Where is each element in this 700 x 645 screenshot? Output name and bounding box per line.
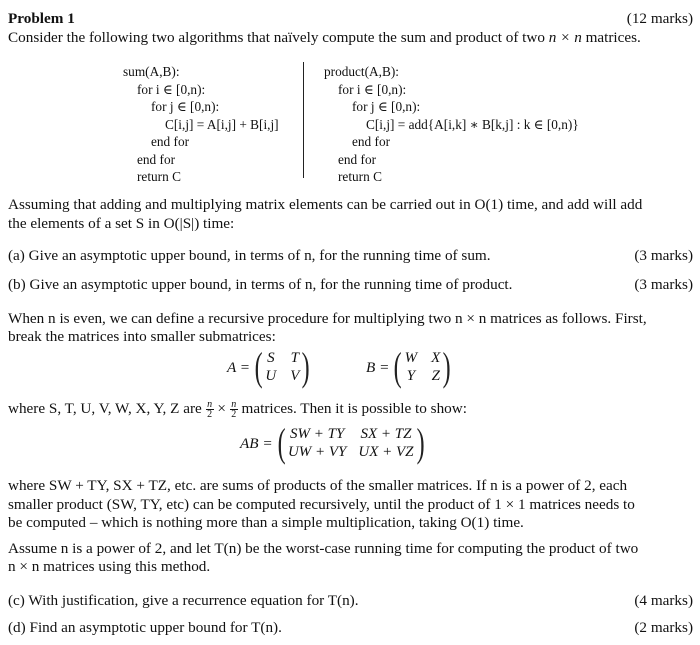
matrix-a-entry-t: T [290, 350, 299, 366]
frac-n-over-2-a [206, 400, 214, 419]
matrix-a-entry-v: V [290, 368, 300, 384]
explanation-line-5: n × n matrices using this method. [8, 558, 211, 575]
product-line-end-inner: end for [352, 134, 391, 149]
frac-b-num: n [231, 399, 237, 411]
product-line-header: product(A,B): [324, 64, 399, 79]
matrix-b-entry-w: W [404, 350, 418, 366]
assumption-line-1: Assuming that adding and multiplying matrix elements can be carried out in O(1) time, and add will add [8, 196, 643, 213]
matrix-ab-label: AB = [240, 434, 273, 452]
matrix-ab-entry-11: SW + TY [290, 426, 345, 442]
sum-line-for-i: for i ∈ [0,n): [137, 81, 206, 97]
matrix-b-entry-z: Z [431, 368, 440, 384]
matrix-ab [240, 420, 427, 465]
matrix-ab-entry-21: UW + VY [287, 444, 347, 460]
times-sign: × [217, 400, 226, 417]
part-a-question: (a) Give an asymptotic upper bound, in terms of n, for the running time of sum. [8, 247, 491, 264]
sum-line-end-inner: end for [151, 134, 190, 149]
explanation-line-3: be computed – which is nothing more than a simple multiplication, taking O(1) time. [8, 514, 524, 531]
matrix-b [366, 344, 454, 389]
product-line-assign: C[i,j] = add{A[i,k] ∗ B[k,j] : k ∈ [0,n)} [366, 116, 579, 132]
matrix-a [227, 344, 313, 389]
sum-algorithm [123, 63, 279, 186]
intro-pre: Consider the following two algorithms that naïvely compute the sum and product of two [8, 29, 549, 46]
frac-a-den: 2 [207, 409, 213, 421]
problem-intro [8, 28, 694, 47]
part-d-question: (d) Find an asymptotic upper bound for T(n). [8, 619, 282, 636]
matrix-ab-left-paren: ( [277, 420, 286, 465]
assumption-line-2: the elements of a set S in O(|S|) time: [8, 215, 235, 232]
matrix-ab-grid [288, 425, 414, 461]
recursive-line-1: When n is even, we can define a recursive procedure for multiplying two n × n matrices as follows. First, [8, 310, 647, 327]
product-algorithm [324, 63, 579, 186]
intro-post: matrices. [581, 29, 641, 46]
explanation-line-2: smaller product (SW, TY, etc) can be computed recursively, until the product of 1 × 1 matrices needs to [8, 496, 635, 513]
matrix-b-label: B = [366, 358, 390, 376]
sum-line-header: sum(A,B): [123, 64, 180, 79]
sum-line-return: return C [137, 169, 181, 184]
frac-b-den: 2 [231, 409, 237, 421]
part-d-marks: (2 marks) [634, 619, 693, 636]
part-c-question: (c) With justification, give a recurrence equation for T(n). [8, 592, 359, 609]
part-b-marks: (3 marks) [634, 276, 693, 293]
product-line-for-j: for j ∈ [0,n): [352, 99, 421, 114]
where-pre: where S, T, U, V, W, X, Y, Z are [8, 400, 202, 417]
matrix-a-entry-s: S [267, 350, 275, 366]
recursive-line-2: break the matrices into smaller submatrices: [8, 328, 276, 345]
part-b-question: (b) Give an asymptotic upper bound, in terms of n, for the running time of product. [8, 276, 513, 293]
product-line-for-i: for i ∈ [0,n): [338, 81, 407, 97]
submatrix-where [8, 399, 694, 419]
explanation-line-4: Assume n is a power of 2, and let T(n) be the worst-case running time for computing the product of two [8, 540, 639, 557]
matrix-b-left-paren: ( [393, 344, 402, 389]
matrix-a-label: A = [227, 358, 251, 376]
matrix-ab-entry-22: UX + VZ [358, 444, 414, 460]
matrix-a-right-paren: ) [302, 344, 311, 389]
matrix-a-left-paren: ( [254, 344, 263, 389]
sum-line-for-j: for j ∈ [0,n): [151, 99, 220, 114]
intro-math: n × n [548, 29, 582, 46]
frac-n-over-2-b [230, 400, 238, 419]
where-post: matrices. Then it is possible to show: [241, 400, 467, 417]
problem-title: Problem 1 [8, 10, 75, 27]
matrix-a-entry-u: U [265, 368, 277, 384]
part-a-marks: (3 marks) [634, 247, 693, 264]
algorithm-divider [303, 62, 304, 178]
frac-a-num: n [207, 399, 213, 411]
sum-line-assign: C[i,j] = A[i,j] + B[i,j] [165, 116, 279, 132]
problem-marks: (12 marks) [626, 10, 693, 27]
matrix-a-grid [265, 349, 299, 385]
matrix-ab-right-paren: ) [416, 420, 425, 465]
sum-line-end-outer: end for [137, 151, 176, 167]
part-c-marks: (4 marks) [634, 592, 693, 609]
matrix-b-entry-x: X [431, 350, 441, 366]
matrix-b-entry-y: Y [406, 368, 416, 384]
matrix-b-grid [405, 349, 441, 385]
matrix-b-right-paren: ) [442, 344, 451, 389]
explanation-line-1: where SW + TY, SX + TZ, etc. are sums of products of the smaller matrices. If n is a power of 2, each [8, 477, 628, 494]
product-line-end-outer: end for [338, 151, 377, 167]
matrix-ab-entry-12: SX + TZ [360, 426, 412, 442]
product-line-return: return C [338, 169, 382, 184]
